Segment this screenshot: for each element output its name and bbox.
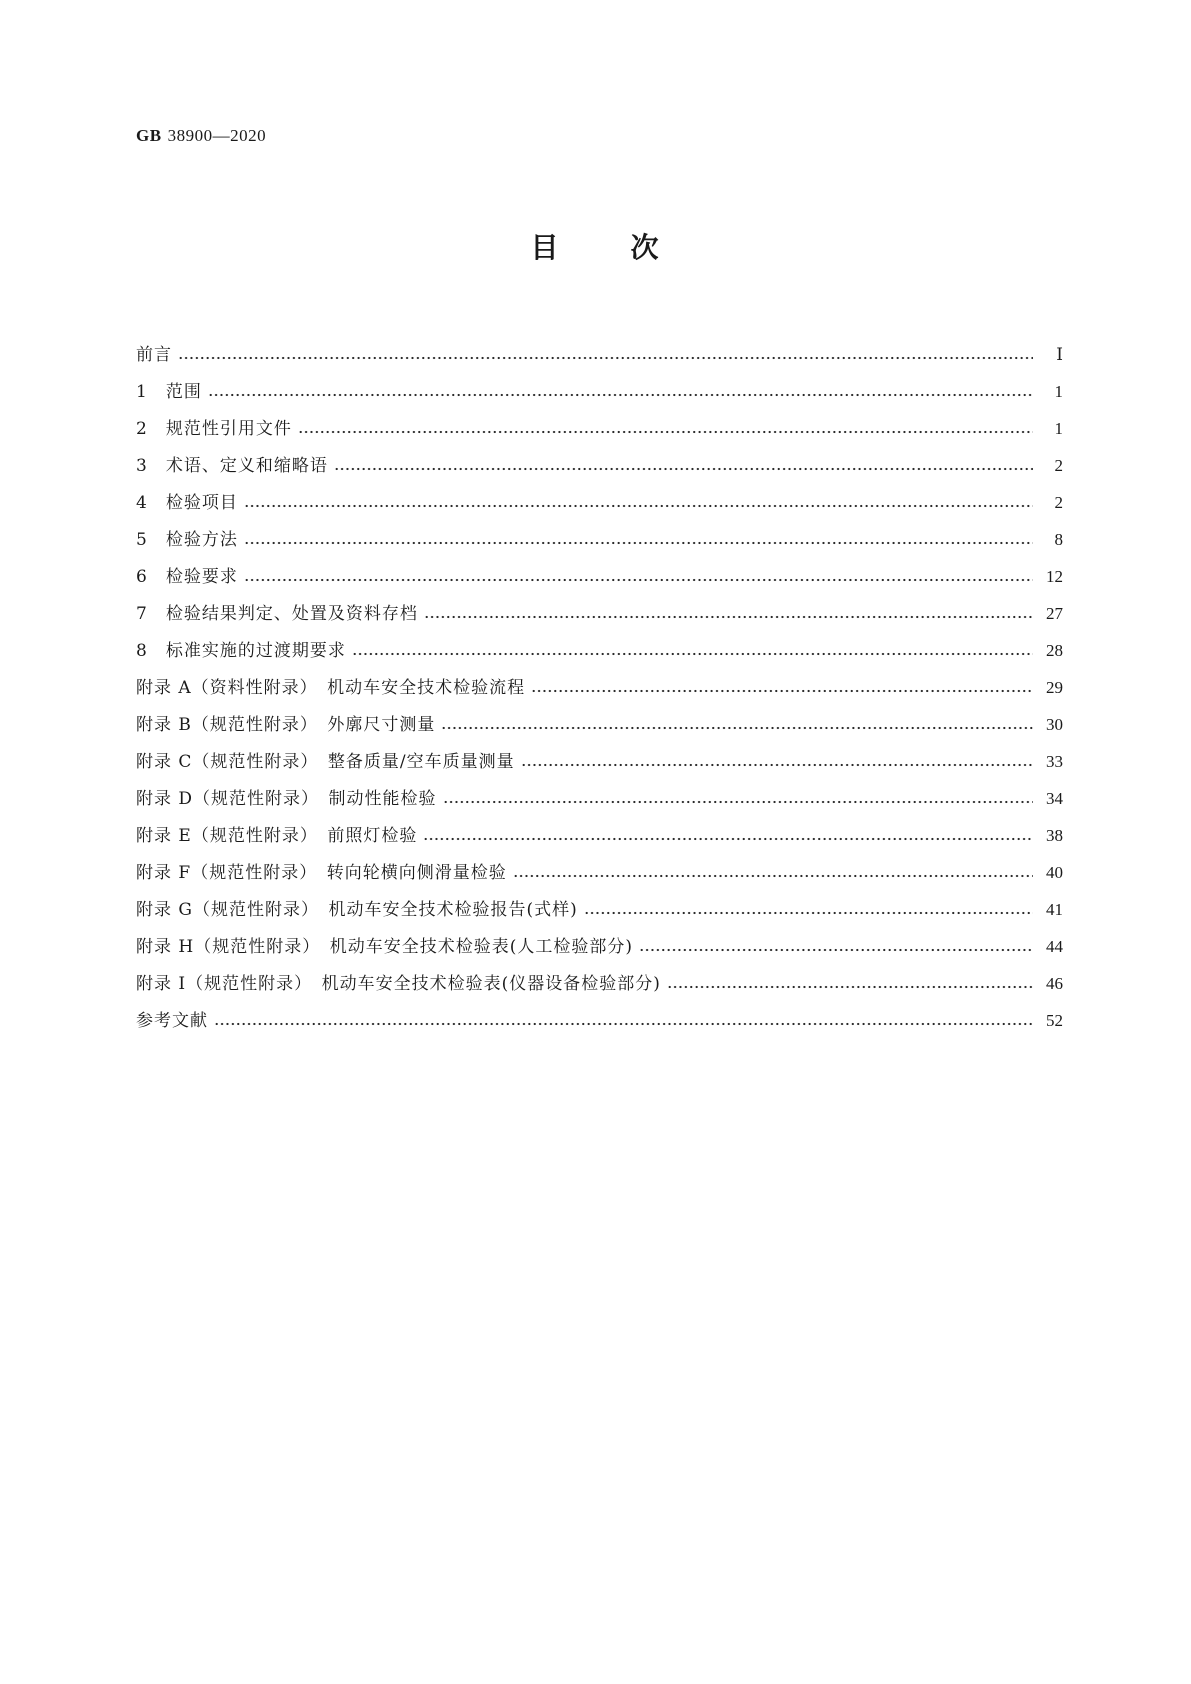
toc-entry-page: 52 [1046,1011,1063,1030]
toc-entry-label: 参考文献 [136,1011,208,1031]
toc-entry-page: 1 [1054,382,1063,401]
standard-code [136,126,266,146]
toc-entry[interactable] [136,624,1063,661]
toc-entry[interactable] [136,957,1063,994]
dot-leader [667,985,1033,989]
toc-entry-label: 6 检验要求 [136,567,238,587]
toc-entry-label: 1 范围 [136,382,202,402]
dot-leader [513,874,1033,878]
toc-entry-label: 附录 H（规范性附录） 机动车安全技术检验表(人工检验部分) [136,937,633,957]
standard-prefix: GB [136,126,162,145]
toc-entry[interactable] [136,994,1063,1031]
toc-entry-page: 1 [1054,419,1063,438]
toc-entry[interactable] [136,476,1063,513]
toc-entry-page: 40 [1046,863,1063,882]
dot-leader [334,467,1033,471]
toc-entry[interactable] [136,846,1063,883]
toc-entry-page: 27 [1046,604,1063,623]
toc-entry-label: 3 术语、定义和缩略语 [136,456,328,476]
toc-entry-label: 附录 E（规范性附录） 前照灯检验 [136,826,418,846]
toc-entry[interactable] [136,920,1063,957]
toc-entry[interactable] [136,439,1063,476]
toc-entry-page: 41 [1046,900,1063,919]
toc-entry[interactable] [136,402,1063,439]
standard-number: 38900—2020 [167,126,267,145]
dot-leader [244,541,1033,545]
toc-entry-page: Ⅰ [1056,345,1063,364]
dot-leader [521,763,1033,767]
toc-entry-page: 34 [1046,789,1063,808]
toc-entry[interactable] [136,772,1063,809]
toc-entry-page: 30 [1046,715,1063,734]
toc-entry-label: 5 检验方法 [136,530,238,550]
toc-entry-label: 附录 A（资料性附录） 机动车安全技术检验流程 [136,678,526,698]
dot-leader [244,578,1033,582]
toc-entry[interactable] [136,698,1063,735]
toc-entry-label: 2 规范性引用文件 [136,419,292,439]
dot-leader [639,948,1033,952]
dot-leader [443,800,1033,804]
dot-leader [214,1022,1033,1026]
toc-entry-page: 29 [1046,678,1063,697]
toc-entry-label: 附录 I（规范性附录） 机动车安全技术检验表(仪器设备检验部分) [136,974,661,994]
title-part-2: 次 [630,231,661,264]
toc-entry[interactable] [136,587,1063,624]
dot-leader [441,726,1033,730]
toc-entry-label: 附录 C（规范性附录） 整备质量/空车质量测量 [136,752,515,772]
toc-entry-page: 8 [1054,530,1063,549]
dot-leader [424,615,1033,619]
toc-entry[interactable] [136,365,1063,402]
toc-entry[interactable] [136,735,1063,772]
toc-entry-page: 12 [1046,567,1063,586]
toc-entry-page: 38 [1046,826,1063,845]
dot-leader [423,837,1033,841]
toc-entry-label: 前言 [136,345,172,365]
toc-entry-page: 46 [1046,974,1063,993]
dot-leader [244,504,1033,508]
title-part-1: 目 [530,231,561,264]
toc-entry-label: 8 标准实施的过渡期要求 [136,641,346,661]
toc-entry-label: 附录 B（规范性附录） 外廓尺寸测量 [136,715,436,735]
toc-entry-label: 附录 D（规范性附录） 制动性能检验 [136,789,437,809]
toc-entry[interactable] [136,513,1063,550]
toc-entry-page: 44 [1046,937,1063,956]
toc-entry-page: 2 [1054,456,1063,475]
toc-entry[interactable] [136,550,1063,587]
dot-leader [178,356,1033,360]
dot-leader [208,393,1033,397]
toc-entry[interactable] [136,809,1063,846]
table-of-contents [136,328,1063,1031]
toc-entry-label: 附录 G（规范性附录） 机动车安全技术检验报告(式样) [136,900,578,920]
toc-entry-page: 33 [1046,752,1063,771]
toc-entry-page: 2 [1054,493,1063,512]
page-title [0,226,1191,266]
toc-entry[interactable] [136,883,1063,920]
toc-entry-label: 附录 F（规范性附录） 转向轮横向侧滑量检验 [136,863,507,883]
dot-leader [352,652,1033,656]
toc-entry[interactable] [136,661,1063,698]
toc-entry-label: 4 检验项目 [136,493,238,513]
toc-entry-page: 28 [1046,641,1063,660]
toc-entry-label: 7 检验结果判定、处置及资料存档 [136,604,418,624]
toc-entry[interactable] [136,328,1063,365]
dot-leader [298,430,1033,434]
dot-leader [584,911,1033,915]
dot-leader [531,689,1033,693]
